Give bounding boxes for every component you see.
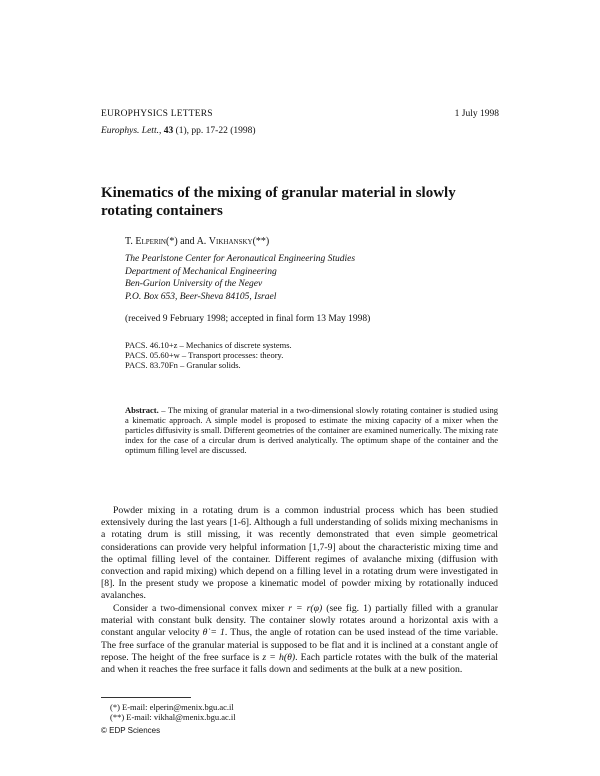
author-2-initial: A. xyxy=(196,236,207,247)
affiliation-line: The Pearlstone Center for Aeronautical Engineering Studies xyxy=(125,254,356,264)
p2-text-c: . Thus, the angle of rotation can be used instead of the time variable. The free surface of the granular material is supposed to be flat and it is inclined at a constant angle of repose. The height of the free surface is xyxy=(101,627,498,663)
abstract xyxy=(125,405,498,455)
affiliation xyxy=(125,253,355,303)
footnote-1: (*) E-mail: elperin@menix.bgu.ac.il xyxy=(110,702,234,712)
equation-theta-dot: θ̇ = 1 xyxy=(202,627,225,639)
journal-name: EUROPHYSICS LETTERS xyxy=(101,109,213,119)
citation: Europhys. Lett., 43 (1), pp. 17-22 (1998) xyxy=(101,126,256,136)
author-line xyxy=(125,236,269,247)
footnote-2: (**) E-mail: vikhal@menix.bgu.ac.il xyxy=(110,712,236,722)
footnote-rule xyxy=(101,697,191,698)
affiliation-line: P.O. Box 653, Beer-Sheva 84105, Israel xyxy=(125,291,277,302)
author-1-mark: (*) xyxy=(165,236,178,247)
pacs-item: PACS. 46.10+z – Mechanics of discrete systems. xyxy=(125,340,292,350)
author-1-name: Elperin xyxy=(135,236,166,247)
issue-date: 1 July 1998 xyxy=(454,109,499,119)
copyright: © EDP Sciences xyxy=(101,726,161,735)
body-paragraph-1: Powder mixing in a rotating drum is a common industrial process which has been studied extensively during the last years [1-6]. Although a full understanding of solids mixing mechanisms in a rotating drum is still missing, it was recently demonstrated that even simple geometrical considerations can provide very helpful information [1,7-9] about the characteristic mixing time and the optimal filling level of the container. Different regimes of avalanche mixing (diffusion with convection and rapid mixing) which depend on a filling level in a rotating drum were investigated in [8]. In the present study we propose a kinematic model of powder mixing by rotationally induced avalanches. xyxy=(101,505,498,602)
author-2-mark: (**) xyxy=(252,236,270,247)
author-and: and xyxy=(180,236,195,247)
p2-text-a: Consider a two-dimensional convex mixer xyxy=(113,603,289,614)
pacs-list xyxy=(125,340,292,370)
equation-z-h: z = h(θ) xyxy=(262,651,296,663)
citation-journal: Europhys. Lett. xyxy=(101,126,159,136)
pacs-item: PACS. 83.70Fn – Granular solids. xyxy=(125,360,241,370)
affiliation-line: Ben-Gurion University of the Negev xyxy=(125,279,263,290)
received-dates: (received 9 February 1998; accepted in final form 13 May 1998) xyxy=(125,314,371,324)
author-1-initial: T. xyxy=(125,236,133,247)
author-2-name: Vikhansky xyxy=(208,236,253,247)
abstract-label: Abstract. xyxy=(125,405,159,415)
citation-rest: (1), pp. 17-22 (1998) xyxy=(175,126,256,136)
pacs-item: PACS. 05.60+w – Transport processes: theory. xyxy=(125,350,284,360)
equation-r-phi: r = r(φ) xyxy=(288,603,323,614)
affiliation-line: Department of Mechanical Engineering xyxy=(125,266,277,277)
abstract-text: – The mixing of granular material in a two-dimensional slowly rotating container is studied using a kinematic approach. A simple model is proposed to estimate the mixing capacity of a mixer when the particles diffusivity is small. Different geometries of the container are examined numerically. The mixing rate index for the case of a circular drum is derived analytically. The optimum shape of the container and the optimum filling level are discussed. xyxy=(125,405,498,455)
p2-text-b: (see fig. 1) partially filled with a granular material with constant bulk density. The container slowly rotates around a horizontal axis with a constant angular velocity xyxy=(101,603,498,639)
body-paragraph-2 xyxy=(101,603,498,676)
paper-title: Kinematics of the mixing of granular material in slowly rotating containers xyxy=(101,185,456,219)
citation-volume: 43 xyxy=(163,126,174,136)
p2-text-d: . Each particle rotates with the bulk of the material and when it reaches the free surface it falls down and sediments at the bulk at a new position. xyxy=(101,651,498,676)
